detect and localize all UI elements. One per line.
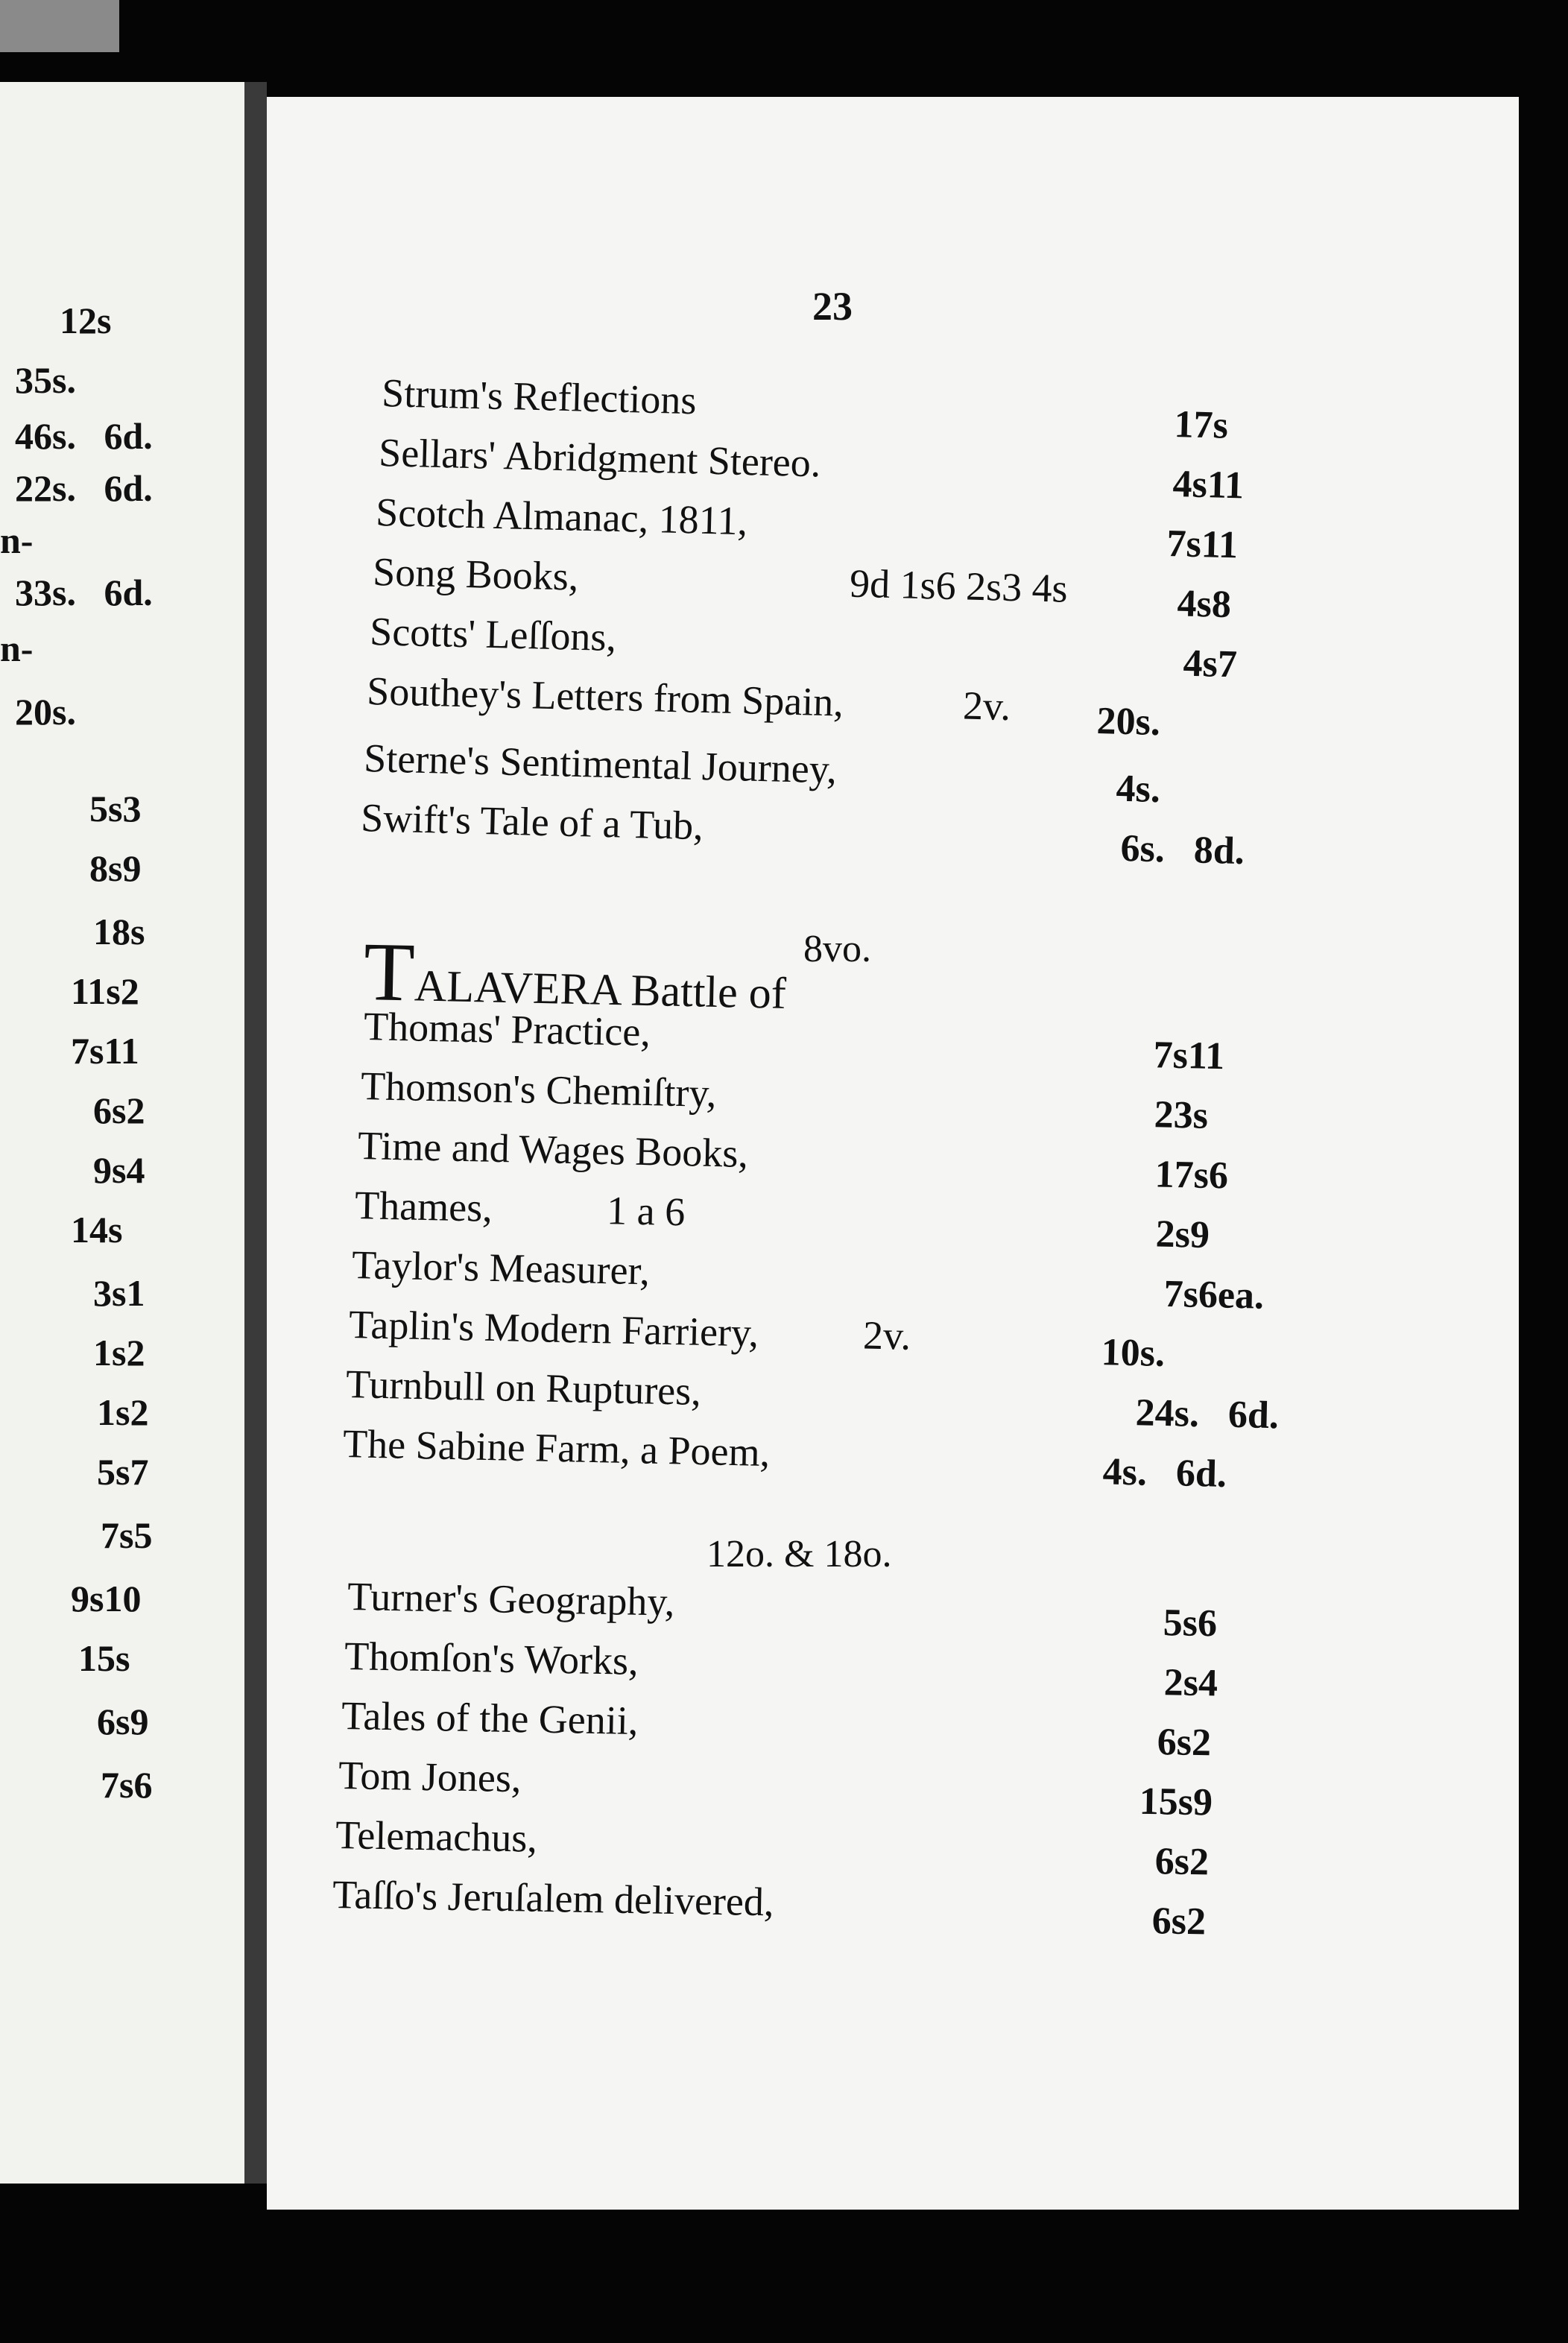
entry-title: Thomas' Practice, — [363, 1004, 651, 1055]
left-price: n- — [0, 519, 34, 561]
left-price: 9s10 — [71, 1578, 142, 1619]
entry-price: 7s6ea. — [1163, 1272, 1265, 1318]
entry-price: 7s11 — [1153, 1034, 1225, 1078]
entry-price: 6s. 8d. — [1119, 826, 1245, 873]
entry-title: Song Books, — [372, 549, 580, 599]
entry-title: Tom Jones, — [338, 1753, 522, 1801]
entry-title: Turner's Geography, — [347, 1574, 675, 1625]
entry-price: 6s2 — [1154, 1840, 1210, 1884]
entry-price: 23s — [1154, 1093, 1209, 1137]
book-gutter — [244, 82, 267, 2184]
entry-price: 24s. 6d. — [1135, 1391, 1280, 1438]
entry-note: 1 a 6 — [606, 1188, 686, 1235]
left-price: 1s2 — [93, 1332, 145, 1373]
entry-title: Sterne's Sentimental Journey, — [363, 736, 838, 792]
entry-price: 17s6 — [1154, 1153, 1229, 1198]
entry-title: Southey's Letters from Spain, — [366, 668, 844, 725]
entry-title: Thomſon's Works, — [344, 1634, 639, 1683]
left-price: n- — [0, 627, 34, 669]
entry-title: Tales of the Genii, — [341, 1693, 639, 1743]
entry-title: Taylor's Measurer, — [351, 1242, 651, 1294]
entry-title: Strum's Reflections — [381, 370, 698, 423]
entry-price: 20s. — [1096, 699, 1161, 744]
left-price: 11s2 — [71, 970, 139, 1012]
entry-price: 7s11 — [1166, 522, 1239, 567]
page-number: 23 — [812, 284, 853, 329]
entry-title: Thames, — [354, 1183, 493, 1230]
left-price: 3s1 — [93, 1272, 145, 1314]
left-price: 7s11 — [71, 1030, 139, 1072]
left-price: 7s5 — [101, 1514, 153, 1556]
left-price: 9s4 — [93, 1149, 145, 1191]
left-price: 33s. 6d. — [15, 572, 153, 613]
left-price: 5s3 — [89, 788, 142, 829]
entry-title: Time and Wages Books, — [357, 1123, 749, 1176]
entry-title: Thomson's Chemiſtry, — [360, 1063, 718, 1116]
entry-note: 2v. — [862, 1312, 911, 1359]
entry-title: Telemachus, — [335, 1812, 538, 1861]
entry-note: 9d 1s6 2s3 4s — [849, 560, 1069, 611]
left-price: 7s6 — [101, 1764, 153, 1806]
left-price: 22s. 6d. — [15, 467, 153, 509]
left-price: 12s — [60, 300, 112, 341]
left-price: 14s — [71, 1209, 123, 1250]
entry-price: 4s7 — [1182, 642, 1238, 686]
entry-price: 2s9 — [1155, 1212, 1210, 1257]
entry-price: 4s. — [1115, 767, 1161, 812]
heading-format-note: 8vo. — [803, 928, 871, 970]
entry-price: 6s2 — [1151, 1900, 1207, 1944]
entry-price: 4s. 6d. — [1102, 1450, 1227, 1496]
left-price: 5s7 — [97, 1451, 149, 1493]
left-price: 8s9 — [89, 847, 142, 889]
left-price: 6s2 — [93, 1090, 145, 1131]
scan-edge — [0, 0, 119, 52]
entry-price: 5s6 — [1163, 1601, 1218, 1645]
entry-note: 2v. — [962, 683, 1011, 730]
left-price: 35s. — [15, 359, 76, 401]
entry-title: Taplin's Modern Farriery, — [348, 1302, 759, 1356]
entry-title: The Sabine Farm, a Poem, — [342, 1421, 771, 1475]
left-price: 46s. 6d. — [15, 415, 153, 457]
entry-price: 4s11 — [1172, 463, 1245, 508]
left-price: 20s. — [15, 691, 76, 733]
format-note: 12o. & 18o. — [706, 1533, 892, 1575]
left-price: 15s — [78, 1637, 130, 1679]
left-price: 18s — [93, 911, 145, 952]
entry-title: Turnbull on Ruptures, — [345, 1362, 702, 1414]
entry-price: 2s4 — [1163, 1661, 1218, 1705]
entry-price: 10s. — [1101, 1331, 1166, 1375]
entry-price: 15s9 — [1139, 1780, 1213, 1824]
entry-title: Taſſo's Jeruſalem delivered, — [332, 1872, 774, 1925]
left-price: 6s9 — [97, 1701, 149, 1742]
left-price: 1s2 — [97, 1391, 149, 1433]
drop-initial: T — [362, 926, 416, 1019]
entry-title: Scotch Almanac, 1811, — [375, 490, 748, 544]
entry-title: Swift's Tale of a Tub, — [360, 795, 704, 849]
entry-price: 17s — [1173, 403, 1229, 447]
left-page — [0, 82, 244, 2184]
section-heading-t — [363, 924, 788, 1029]
entry-price: 4s8 — [1176, 582, 1232, 627]
entry-title: Sellars' Abridgment Stereo. — [378, 430, 822, 486]
entry-title: Scotts' Leſſons, — [369, 609, 617, 660]
heading-text: ALAVERA Battle of — [414, 961, 787, 1018]
entry-price: 6s2 — [1157, 1721, 1212, 1765]
